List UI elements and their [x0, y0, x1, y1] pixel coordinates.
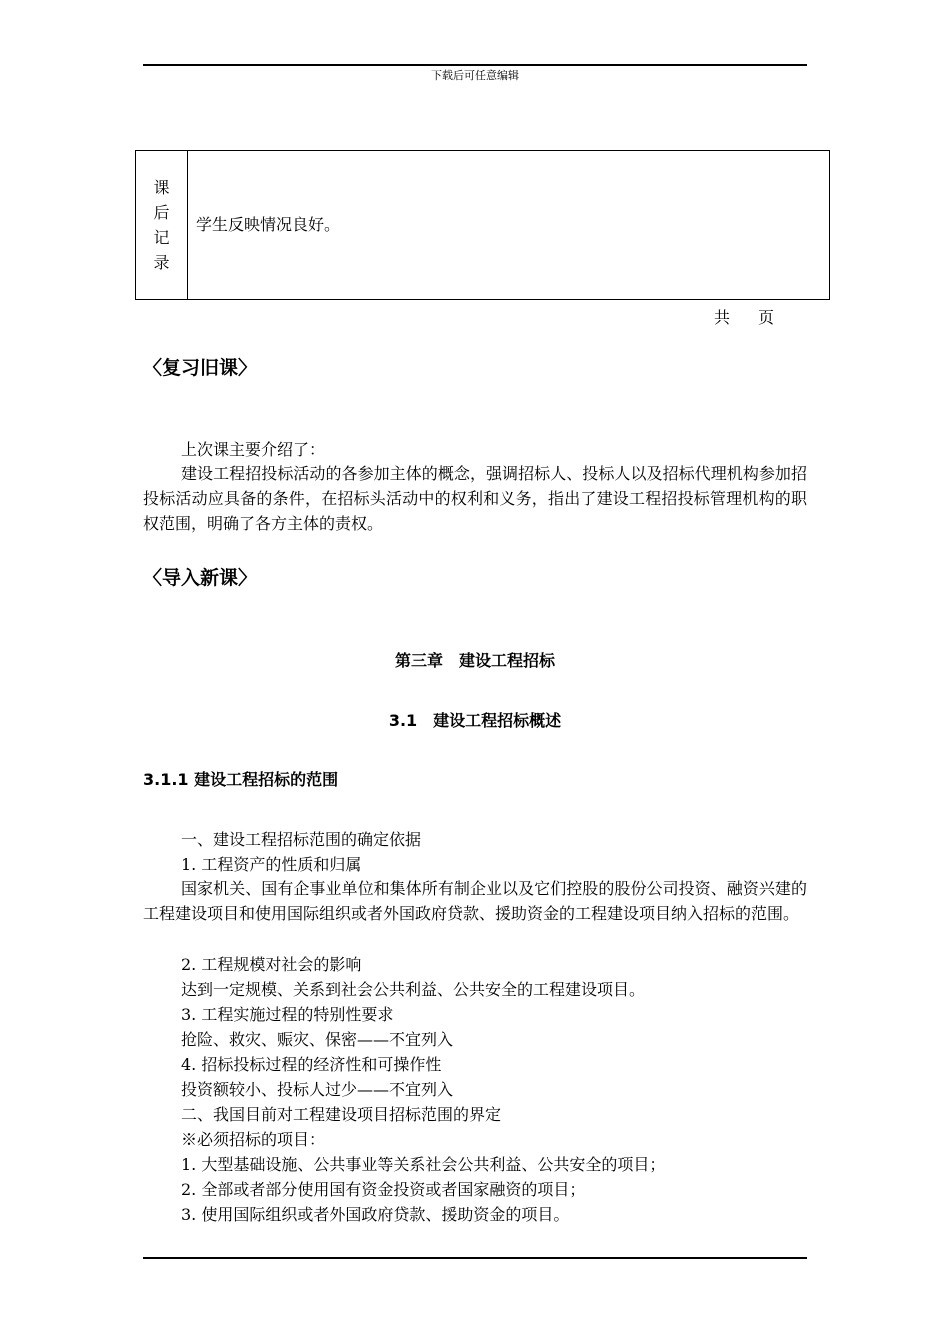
footer-rule	[143, 1257, 807, 1259]
content-paragraph: 国家机关、国有企事业单位和集体所有制企业以及它们控股的股份公司投资、融资兴建的工程建设项目和使用国际组织或者外国政府贷款、援助资金的工程建设项目纳入招标的范围。	[143, 879, 807, 923]
page-total-label: 共	[714, 308, 731, 327]
review-heading: 〈复习旧课〉	[143, 357, 258, 379]
notes-label-char: 课	[153, 178, 170, 197]
notes-label-char: 记	[153, 228, 170, 247]
header-rule	[143, 64, 807, 66]
page-label: 页	[758, 308, 775, 327]
new-lesson-heading: 〈导入新课〉	[143, 567, 258, 589]
content-line: 1. 工程资产的性质和归属	[181, 855, 362, 874]
content-line: 1. 大型基础设施、公共事业等关系社会公共利益、公共安全的项目；	[181, 1155, 666, 1174]
content-line: 4. 招标投标过程的经济性和可操作性	[181, 1055, 442, 1074]
section-title: 3.1 建设工程招标概述	[388, 711, 562, 730]
content-line: 3. 工程实施过程的特别性要求	[181, 1005, 394, 1024]
content-line: 投资额较小、投标人过少——不宜列入	[181, 1080, 454, 1099]
content-line: 一、建设工程招标范围的确定依据	[181, 830, 422, 849]
page-count	[714, 305, 802, 328]
review-body: 建设工程招投标活动的各参加主体的概念，强调招标人、投标人以及招标代理机构参加招投标活动应具备的条件，在招标头活动中的权利和义务，指出了建设工程招投标管理机构的职权范围，明确了各方主体的责权。	[143, 464, 807, 533]
notes-label-char: 后	[153, 203, 170, 222]
notes-content: 学生反映情况良好。	[196, 215, 341, 234]
header-note: 下载后可任意编辑	[431, 69, 519, 82]
subsection-title: 3.1.1 建设工程招标的范围	[143, 770, 339, 789]
content-line: 2. 工程规模对社会的影响	[181, 955, 362, 974]
content-line: 2. 全部或者部分使用国有资金投资或者国家融资的项目；	[181, 1180, 586, 1199]
content-line: 抢险、救灾、赈灾、保密——不宜列入	[181, 1030, 454, 1049]
content-line: 达到一定规模、关系到社会公共利益、公共安全的工程建设项目。	[181, 980, 646, 999]
review-intro: 上次课主要介绍了：	[181, 440, 326, 459]
content-line: ※必须招标的项目：	[181, 1130, 326, 1149]
content-line: 二、我国目前对工程建设项目招标范围的界定	[181, 1105, 502, 1124]
content-line: 3. 使用国际组织或者外国政府贷款、援助资金的项目。	[181, 1205, 570, 1224]
notes-label-char: 录	[153, 253, 170, 272]
chapter-title: 第三章 建设工程招标	[394, 651, 555, 670]
after-class-notes-table	[135, 150, 830, 300]
notes-label	[136, 151, 188, 299]
